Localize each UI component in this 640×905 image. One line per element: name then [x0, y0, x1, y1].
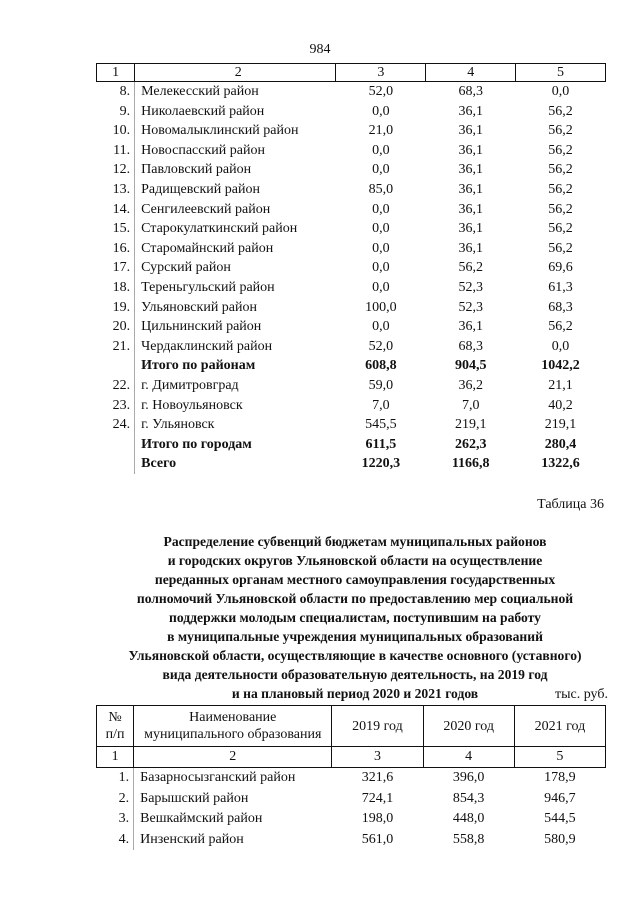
title-line: переданных органам местного самоуправления государственных: [154, 572, 556, 587]
value-1: 7,0: [372, 397, 390, 413]
value-2020: 854,3: [452, 790, 485, 806]
header-2019: 2019 год: [332, 706, 423, 747]
subtotal-cities-row: [97, 435, 606, 455]
value-1: 545,5: [365, 417, 397, 433]
title-line: в муниципальные учреждения муниципальных образований: [167, 629, 543, 644]
value-2: 36,1: [458, 319, 483, 335]
value-2: 68,3: [458, 338, 483, 354]
table-row: [97, 200, 606, 220]
value-3: 56,2: [548, 319, 573, 335]
value-3: 1042,2: [541, 358, 580, 374]
table-row: [97, 82, 606, 102]
row-name: Новомалыклинский район: [135, 121, 336, 141]
value-2019: 198,0: [361, 811, 394, 826]
col-number: 2: [135, 64, 336, 82]
value-3: 56,2: [548, 162, 573, 178]
value-2021: 178,9: [544, 770, 576, 785]
value-2: 36,1: [458, 123, 483, 139]
header-number: [97, 706, 134, 747]
value-1: 611,5: [365, 436, 397, 452]
subtotal-districts-row: [97, 356, 606, 376]
value-2: 7,0: [461, 397, 480, 413]
table-row: [97, 121, 606, 141]
row-number: [97, 435, 135, 455]
header-number-line2: п/п: [105, 727, 125, 742]
row-name: Новоспасский район: [135, 141, 336, 161]
row-name: Ульяновский район: [135, 298, 336, 318]
row-name: Радищевский район: [135, 180, 336, 200]
value-2: 68,3: [458, 84, 483, 99]
value-2019: 321,6: [361, 770, 394, 785]
value-3: 219,1: [544, 417, 577, 433]
table-row: [97, 317, 606, 337]
row-name: Павловский район: [135, 160, 336, 180]
table-row: [97, 830, 606, 851]
table-row: [97, 239, 606, 259]
value-2: 262,3: [454, 436, 487, 452]
col-number: 4: [426, 64, 516, 82]
value-2: 36,1: [458, 181, 483, 197]
row-number: 9.: [119, 103, 131, 119]
total-row: [97, 454, 606, 474]
row-number: 1.: [118, 770, 130, 785]
value-2: 36,1: [458, 201, 483, 217]
title-line: и городских округов Ульяновской области на осуществление: [167, 553, 543, 568]
value-3: 1322,6: [541, 456, 580, 472]
value-2: 1166,8: [451, 456, 490, 472]
col-number: 5: [514, 747, 605, 768]
row-number: 20.: [112, 319, 131, 335]
page-number: 984: [309, 42, 331, 57]
value-3: 56,2: [548, 221, 573, 237]
column-number-row: [97, 64, 606, 82]
value-2020: 396,0: [452, 770, 485, 785]
row-number: 4.: [118, 831, 130, 847]
row-number: 15.: [112, 221, 131, 237]
header-name-line2: муниципального образования: [144, 727, 322, 742]
row-name: г. Новоульяновск: [135, 396, 336, 416]
row-name: Итого по районам: [135, 356, 336, 376]
row-number: 3.: [118, 811, 130, 826]
table-row: [97, 809, 606, 830]
row-name: Всего: [135, 454, 336, 474]
value-2: 36,1: [458, 162, 483, 178]
value-1: 100,0: [365, 299, 397, 315]
title-line: и на плановый период 2020 и 2021 годов: [231, 686, 479, 701]
row-name: Старокулаткинский район: [135, 219, 336, 239]
value-2: 36,2: [458, 377, 483, 393]
value-2: 36,1: [458, 142, 483, 158]
value-3: 40,2: [548, 397, 573, 413]
value-1: 0,0: [372, 319, 390, 335]
column-number-row: [97, 747, 606, 768]
row-name: Инзенский район: [134, 830, 332, 851]
value-1: 52,0: [368, 84, 394, 99]
value-1: 0,0: [372, 201, 390, 217]
table-row: [97, 768, 606, 789]
row-number: 19.: [112, 299, 131, 315]
table-row: [97, 278, 606, 298]
col-number: 3: [332, 747, 423, 768]
header-name-line1: Наименование: [189, 710, 277, 725]
value-2020: 558,8: [452, 831, 485, 847]
value-2019: 561,0: [361, 831, 394, 847]
table-row: [97, 376, 606, 396]
row-number: 11.: [113, 142, 131, 158]
value-3: 68,3: [548, 299, 573, 315]
value-3: 0,0: [551, 84, 570, 99]
header-name: [134, 706, 332, 747]
header-2020: 2020 год: [423, 706, 514, 747]
row-number: 2.: [118, 790, 130, 806]
row-number: 14.: [112, 201, 131, 217]
row-name: Итого по городам: [135, 435, 336, 455]
value-1: 0,0: [372, 221, 390, 237]
value-2: 904,5: [454, 358, 487, 374]
value-1: 85,0: [368, 181, 394, 197]
table-row: [97, 102, 606, 122]
value-1: 0,0: [372, 103, 390, 119]
value-2019: 724,1: [361, 790, 394, 806]
table-row: [97, 258, 606, 278]
table-header-row: [97, 706, 606, 747]
value-2: 36,1: [458, 103, 483, 119]
row-name: Сенгилеевский район: [135, 200, 336, 220]
title-line: поддержки молодым специалистам, поступившим на работу: [169, 610, 541, 625]
value-2020: 448,0: [452, 811, 485, 826]
value-3: 56,2: [548, 240, 573, 256]
value-1: 0,0: [372, 162, 390, 178]
table-row: [97, 141, 606, 161]
value-3: 21,1: [548, 377, 573, 393]
row-number: 10.: [112, 123, 131, 139]
value-2021: 946,7: [544, 790, 576, 806]
col-number: 4: [423, 747, 514, 768]
value-3: 56,2: [548, 142, 573, 158]
value-2: 219,1: [454, 417, 487, 433]
table-row: [97, 180, 606, 200]
header-2021: 2021 год: [514, 706, 605, 747]
col-number: 1: [97, 747, 134, 768]
row-number: 22.: [112, 377, 131, 393]
table-row: [97, 160, 606, 180]
table-row: [97, 396, 606, 416]
table-row: [97, 298, 606, 318]
value-1: 608,8: [365, 358, 397, 374]
value-1: 21,0: [368, 123, 394, 139]
row-name: Цильнинский район: [135, 317, 336, 337]
value-3: 56,2: [548, 103, 573, 119]
row-number: 21.: [112, 338, 131, 354]
value-3: 56,2: [548, 123, 573, 139]
units-label: тыс. руб.: [555, 687, 608, 702]
value-1: 52,0: [368, 338, 394, 354]
value-3: 56,2: [548, 201, 573, 217]
header-number-line1: №: [108, 710, 122, 725]
value-1: 0,0: [372, 240, 390, 256]
row-number: [97, 356, 135, 376]
row-number: 12.: [112, 162, 131, 178]
row-number: 17.: [112, 260, 131, 276]
row-name: Николаевский район: [135, 102, 336, 122]
col-number: 3: [336, 64, 426, 82]
col-number: 1: [97, 64, 135, 82]
value-1: 0,0: [372, 142, 390, 158]
row-number: 23.: [112, 397, 131, 413]
row-name: г. Димитровград: [135, 376, 336, 396]
table-label: Таблица 36: [537, 497, 604, 512]
value-3: 280,4: [544, 436, 577, 452]
table-row: [97, 219, 606, 239]
table-title: [80, 532, 630, 703]
value-3: 61,3: [548, 279, 573, 295]
value-2: 36,1: [458, 221, 483, 237]
table-row: [97, 789, 606, 810]
value-3: 56,2: [548, 181, 573, 197]
title-line: Ульяновской области, осуществляющие в качестве основного (уставного): [128, 648, 582, 663]
subvention-table: [96, 705, 606, 850]
title-line: полномочий Ульяновской области по предоставлению мер социальной: [136, 591, 574, 606]
row-name: Сурский район: [135, 258, 336, 278]
table-row: [97, 415, 606, 435]
row-number: 18.: [112, 279, 131, 295]
value-1: 0,0: [372, 279, 390, 295]
value-3: 69,6: [548, 260, 573, 276]
value-1: 59,0: [368, 377, 394, 393]
row-name: Базарносызганский район: [134, 768, 332, 789]
district-table-continued: [96, 63, 606, 474]
value-2: 36,1: [458, 240, 483, 256]
value-1: 1220,3: [361, 456, 401, 472]
value-2: 52,3: [458, 299, 483, 315]
row-name: г. Ульяновск: [135, 415, 336, 435]
table-row: [97, 337, 606, 357]
value-1: 0,0: [372, 260, 390, 276]
row-number: 8.: [119, 84, 131, 99]
value-2021: 580,9: [544, 831, 576, 847]
col-number: 2: [134, 747, 332, 768]
row-name: Тереньгульский район: [135, 278, 336, 298]
row-name: Мелекесский район: [135, 82, 336, 102]
row-name: Чердаклинский район: [135, 337, 336, 357]
value-2: 52,3: [458, 279, 483, 295]
value-2: 56,2: [458, 260, 483, 276]
row-number: 24.: [112, 417, 131, 433]
row-number: [97, 454, 135, 474]
value-2021: 544,5: [544, 811, 576, 826]
row-name: Барышский район: [134, 789, 332, 810]
row-number: 16.: [112, 240, 131, 256]
row-number: 13.: [112, 181, 131, 197]
col-number: 5: [516, 64, 606, 82]
title-line: Распределение субвенций бюджетам муниципальных районов: [163, 534, 547, 549]
row-name: Вешкаймский район: [134, 809, 332, 830]
title-line: вида деятельности образовательную деятельность, на 2019 год: [162, 667, 548, 682]
value-3: 0,0: [551, 338, 570, 354]
row-name: Старомайнский район: [135, 239, 336, 259]
